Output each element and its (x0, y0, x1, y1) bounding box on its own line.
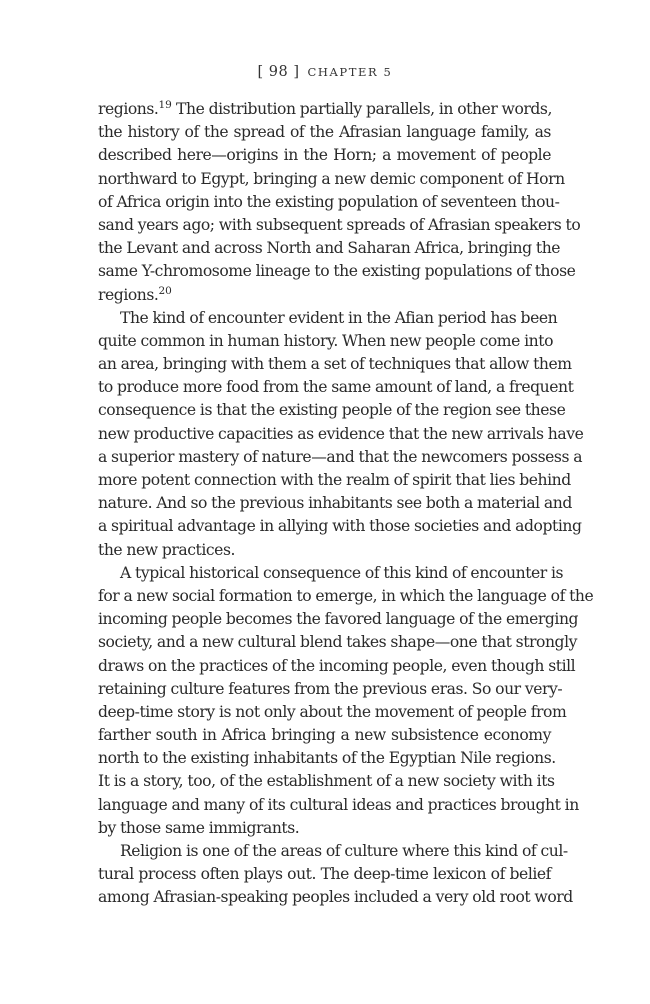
line-text: language and many of its cultural ideas and practices brought in (98, 795, 579, 814)
text-line (98, 539, 551, 562)
line-text: draws on the practices of the incoming people, even though still (98, 656, 576, 675)
text-line (98, 446, 583, 469)
line-text: north to the existing inhabitants of the Egyptian Nile regions. (98, 749, 556, 768)
text-line (98, 863, 551, 886)
line-text: new productive capacities as evidence that the new arrivals have (98, 424, 584, 443)
line-text: described here—origins in the Horn; a movement of people (98, 146, 551, 165)
line-text: deep-time story is not only about the movement of people from (98, 702, 567, 721)
text-line (98, 353, 572, 376)
text-line (98, 701, 567, 724)
text-line (98, 655, 576, 678)
line-text-continued: The distribution partially parallels, in other words, (171, 100, 552, 118)
line-text: an area, bringing with them a set of techniques that allow them (98, 355, 572, 374)
line-text: the history of the spread of the Afrasian language family, as (98, 123, 551, 142)
text-line (98, 423, 584, 446)
line-text: The kind of encounter evident in the Afian period has been (120, 308, 558, 327)
body-text (98, 98, 594, 910)
line-text: incoming people becomes the favored language of the emerging (98, 610, 579, 629)
text-line (98, 168, 565, 191)
text-line (98, 515, 582, 538)
text-line (98, 492, 572, 515)
text-line (98, 631, 577, 654)
text-line (98, 562, 564, 585)
chapter-label: CHAPTER 5 (307, 65, 393, 79)
text-line (98, 307, 558, 330)
text-line (98, 678, 563, 701)
text-line (98, 469, 571, 492)
line-text: a spiritual advantage in allying with those societies and adopting (98, 517, 582, 536)
line-text: the Levant and across North and Saharan Africa, bringing the (98, 239, 561, 258)
text-line (98, 608, 579, 631)
line-text: quite common in human history. When new people come into (98, 331, 554, 350)
line-text: regions. (98, 285, 159, 304)
line-text: farther south in Africa bringing a new subsistence economy (98, 726, 551, 745)
text-line (98, 191, 560, 214)
line-text: retaining culture features from the previous eras. So our very- (98, 679, 563, 698)
line-text: the new practices. (98, 540, 236, 559)
line-text: sand years ago; with subsequent spreads of Afrasian speakers to (98, 215, 581, 234)
footnote-marker: 19 (158, 99, 172, 111)
text-line (98, 284, 551, 307)
line-text: more potent connection with the realm of spirit that lies behind (98, 471, 571, 489)
line-text: same Y-chromosome lineage to the existing populations of those (98, 262, 576, 281)
line-text: nature. And so the previous inhabitants see both a material and (98, 494, 572, 513)
line-text: A typical historical consequence of this kind of encounter is (120, 563, 564, 582)
text-line (98, 237, 561, 260)
line-text: for a new social formation to emerge, in which the language of the (98, 586, 594, 605)
line-text: tural process often plays out. The deep-time lexicon of belief (98, 865, 551, 884)
text-line (98, 121, 551, 144)
footnote-marker: 20 (158, 284, 172, 297)
text-line (98, 376, 574, 399)
line-text: It is a story, too, of the establishment of a new society with its (98, 772, 555, 791)
line-text: Religion is one of the areas of culture where this kind of cul- (120, 842, 568, 860)
text-line (98, 886, 573, 909)
text-line (98, 260, 576, 283)
text-line (98, 144, 551, 167)
text-line (98, 840, 568, 863)
text-line (98, 585, 594, 608)
running-head (0, 64, 650, 80)
text-line (98, 770, 555, 793)
text-line (98, 794, 579, 817)
text-line (98, 98, 551, 121)
line-text: to produce more food from the same amount of land, a frequent (98, 378, 574, 397)
text-line (98, 214, 581, 237)
line-text: a superior mastery of nature—and that the newcomers possess a (98, 447, 583, 466)
line-text: society, and a new cultural blend takes shape—one that strongly (98, 633, 577, 652)
line-text: by those same immigrants. (98, 818, 300, 837)
line-text: regions. (98, 100, 159, 118)
text-line (98, 330, 554, 353)
text-line (98, 817, 551, 840)
line-text: consequence is that the existing people of the region see these (98, 401, 566, 420)
page-number: [ 98 ] (257, 64, 300, 80)
line-text: northward to Egypt, bringing a new demic component of Horn (98, 169, 565, 188)
line-text: among Afrasian-speaking peoples included a very old root word (98, 888, 573, 907)
line-text: of Africa origin into the existing population of seventeen thou- (98, 192, 560, 211)
text-line (98, 399, 566, 422)
text-line (98, 747, 556, 770)
text-line (98, 724, 551, 747)
